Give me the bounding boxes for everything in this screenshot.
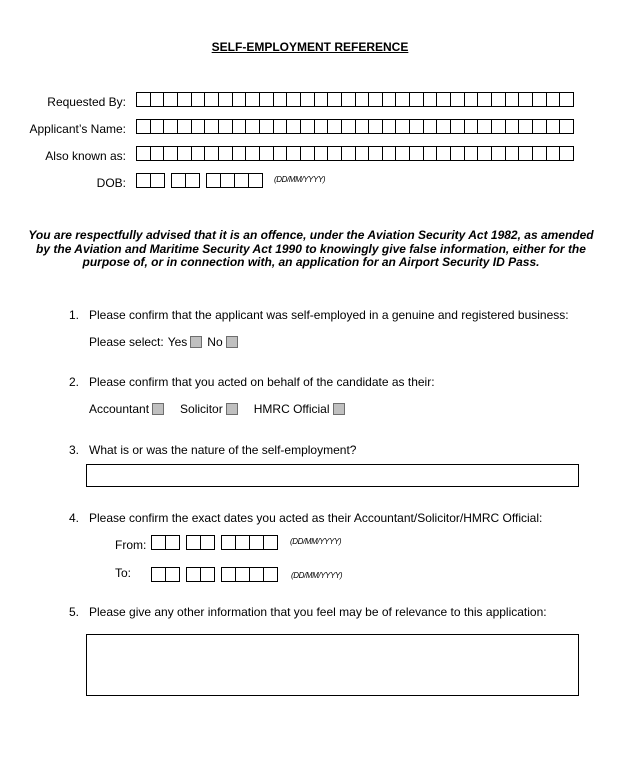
- from-month[interactable]: [186, 535, 215, 550]
- character-cell[interactable]: [395, 92, 409, 107]
- question-2-text: Please confirm that you acted on behalf of the candidate as their:: [89, 375, 435, 389]
- character-cell[interactable]: [450, 119, 464, 134]
- nature-of-employment-input[interactable]: [86, 464, 579, 487]
- character-cell[interactable]: [477, 146, 491, 161]
- character-cell[interactable]: [218, 119, 232, 134]
- character-cell[interactable]: [232, 119, 246, 134]
- character-cell[interactable]: [163, 119, 177, 134]
- question-2-number: 2.: [69, 375, 80, 389]
- character-cell[interactable]: [436, 119, 450, 134]
- requested-by-label: Requested By:: [47, 95, 126, 109]
- character-cell[interactable]: [186, 535, 200, 550]
- question-4-number: 4.: [69, 511, 80, 525]
- character-cell[interactable]: [204, 146, 218, 161]
- character-cell[interactable]: [355, 119, 369, 134]
- character-cell[interactable]: [382, 146, 396, 161]
- character-cell[interactable]: [150, 173, 165, 188]
- option-no-label: No: [207, 335, 223, 349]
- character-cell[interactable]: [546, 119, 560, 134]
- dob-year[interactable]: [206, 173, 263, 188]
- option-no[interactable]: [207, 335, 237, 349]
- character-cell[interactable]: [165, 535, 180, 550]
- character-cell[interactable]: [186, 567, 200, 582]
- character-cell[interactable]: [206, 173, 220, 188]
- from-year[interactable]: [221, 535, 278, 550]
- character-cell[interactable]: [477, 119, 491, 134]
- character-cell[interactable]: [273, 92, 287, 107]
- option-solicitor-label: Solicitor: [180, 402, 223, 416]
- character-cell[interactable]: [177, 119, 191, 134]
- character-cell[interactable]: [382, 92, 396, 107]
- character-cell[interactable]: [559, 146, 574, 161]
- character-cell[interactable]: [300, 92, 314, 107]
- to-day[interactable]: [151, 567, 180, 582]
- character-cell[interactable]: [235, 567, 249, 582]
- question-3-text: What is or was the nature of the self-employment?: [89, 443, 357, 457]
- character-cell[interactable]: [232, 146, 246, 161]
- character-cell[interactable]: [259, 92, 273, 107]
- character-cell[interactable]: [150, 146, 164, 161]
- character-cell[interactable]: [221, 567, 235, 582]
- character-cell[interactable]: [300, 146, 314, 161]
- character-cell[interactable]: [436, 146, 450, 161]
- character-cell[interactable]: [221, 535, 235, 550]
- character-cell[interactable]: [341, 92, 355, 107]
- character-cell[interactable]: [191, 92, 205, 107]
- to-format-hint: (DD/MM/YYYY): [291, 571, 343, 580]
- character-cell[interactable]: [218, 92, 232, 107]
- character-cell[interactable]: [546, 92, 560, 107]
- character-cell[interactable]: [518, 119, 532, 134]
- character-cell[interactable]: [136, 173, 150, 188]
- character-cell[interactable]: [235, 535, 249, 550]
- character-cell[interactable]: [355, 92, 369, 107]
- no-checkbox[interactable]: [226, 336, 238, 348]
- dob-format-hint: (DD/MM/YYYY): [274, 175, 326, 184]
- character-cell[interactable]: [327, 119, 341, 134]
- character-cell[interactable]: [234, 173, 248, 188]
- character-cell[interactable]: [518, 92, 532, 107]
- character-cell[interactable]: [314, 92, 328, 107]
- character-cell[interactable]: [532, 146, 546, 161]
- to-date-input[interactable]: [151, 567, 284, 582]
- from-date-input[interactable]: [151, 535, 284, 550]
- from-day[interactable]: [151, 535, 180, 550]
- character-cell[interactable]: [286, 119, 300, 134]
- character-cell[interactable]: [423, 92, 437, 107]
- character-cell[interactable]: [200, 567, 215, 582]
- character-cell[interactable]: [559, 119, 574, 134]
- character-cell[interactable]: [532, 119, 546, 134]
- applicant-name-label: Applicant’s Name:: [29, 122, 126, 136]
- character-cell[interactable]: [171, 173, 185, 188]
- character-cell[interactable]: [505, 92, 519, 107]
- page-title: SELF-EMPLOYMENT REFERENCE: [211, 40, 409, 54]
- applicant-name-input[interactable]: [136, 119, 574, 134]
- character-cell[interactable]: [491, 146, 505, 161]
- character-cell[interactable]: [423, 146, 437, 161]
- character-cell[interactable]: [341, 146, 355, 161]
- character-cell[interactable]: [204, 92, 218, 107]
- dob-day[interactable]: [136, 173, 165, 188]
- character-cell[interactable]: [314, 119, 328, 134]
- character-cell[interactable]: [423, 119, 437, 134]
- from-label: From:: [115, 538, 147, 552]
- character-cell[interactable]: [464, 92, 478, 107]
- character-cell[interactable]: [395, 119, 409, 134]
- option-hmrc-official-label: HMRC Official: [253, 402, 330, 416]
- character-cell[interactable]: [259, 146, 273, 161]
- character-cell[interactable]: [505, 146, 519, 161]
- character-cell[interactable]: [273, 146, 287, 161]
- question-5-number: 5.: [69, 605, 80, 619]
- to-year[interactable]: [221, 567, 278, 582]
- character-cell[interactable]: [327, 146, 341, 161]
- character-cell[interactable]: [248, 173, 263, 188]
- character-cell[interactable]: [491, 92, 505, 107]
- dob-label: DOB:: [96, 176, 126, 190]
- question-1-text: Please confirm that the applicant was self-employed in a genuine and registered business:: [89, 308, 569, 322]
- from-format-hint: (DD/MM/YYYY): [290, 537, 342, 546]
- character-cell[interactable]: [204, 119, 218, 134]
- character-cell[interactable]: [314, 146, 328, 161]
- character-cell[interactable]: [136, 119, 150, 134]
- character-cell[interactable]: [191, 146, 205, 161]
- character-cell[interactable]: [220, 173, 234, 188]
- character-cell[interactable]: [245, 92, 259, 107]
- character-cell[interactable]: [185, 173, 200, 188]
- also-known-as-input[interactable]: [136, 146, 574, 161]
- character-cell[interactable]: [249, 567, 263, 582]
- character-cell[interactable]: [177, 92, 191, 107]
- character-cell[interactable]: [232, 92, 246, 107]
- select-label: Please select:: [89, 335, 164, 349]
- question-1-number: 1.: [69, 308, 80, 322]
- character-cell[interactable]: [368, 146, 382, 161]
- character-cell[interactable]: [395, 146, 409, 161]
- character-cell[interactable]: [218, 146, 232, 161]
- option-yes[interactable]: [168, 335, 203, 349]
- character-cell[interactable]: [263, 567, 278, 582]
- dob-month[interactable]: [171, 173, 200, 188]
- character-cell[interactable]: [409, 92, 423, 107]
- character-cell[interactable]: [491, 119, 505, 134]
- question-4-text: Please confirm the exact dates you acted as their Accountant/Solicitor/HMRC Official:: [89, 511, 543, 525]
- character-cell[interactable]: [450, 92, 464, 107]
- character-cell[interactable]: [286, 146, 300, 161]
- hmrc-official-checkbox[interactable]: [333, 403, 345, 415]
- character-cell[interactable]: [263, 535, 278, 550]
- dob-input[interactable]: [136, 173, 269, 188]
- character-cell[interactable]: [464, 146, 478, 161]
- character-cell[interactable]: [136, 92, 150, 107]
- other-information-input[interactable]: [86, 634, 579, 696]
- character-cell[interactable]: [436, 92, 450, 107]
- character-cell[interactable]: [450, 146, 464, 161]
- character-cell[interactable]: [150, 92, 164, 107]
- character-cell[interactable]: [409, 146, 423, 161]
- character-cell[interactable]: [300, 119, 314, 134]
- option-solicitor[interactable]: [180, 402, 238, 416]
- character-cell[interactable]: [559, 92, 574, 107]
- character-cell[interactable]: [368, 92, 382, 107]
- option-hmrc-official[interactable]: [254, 402, 345, 416]
- character-cell[interactable]: [177, 146, 191, 161]
- character-cell[interactable]: [245, 119, 259, 134]
- question-3-number: 3.: [69, 443, 80, 457]
- character-cell[interactable]: [151, 535, 165, 550]
- character-cell[interactable]: [163, 92, 177, 107]
- character-cell[interactable]: [191, 119, 205, 134]
- question-5-text: Please give any other information that you feel may be of relevance to this application:: [89, 605, 547, 619]
- character-cell[interactable]: [150, 119, 164, 134]
- character-cell[interactable]: [355, 146, 369, 161]
- to-month[interactable]: [186, 567, 215, 582]
- character-cell[interactable]: [165, 567, 180, 582]
- character-cell[interactable]: [368, 119, 382, 134]
- character-cell[interactable]: [518, 146, 532, 161]
- character-cell[interactable]: [341, 119, 355, 134]
- character-cell[interactable]: [464, 119, 478, 134]
- also-known-as-label: Also known as:: [45, 149, 126, 163]
- character-cell[interactable]: [286, 92, 300, 107]
- character-cell[interactable]: [259, 119, 273, 134]
- solicitor-checkbox[interactable]: [226, 403, 238, 415]
- character-cell[interactable]: [249, 535, 263, 550]
- character-cell[interactable]: [505, 119, 519, 134]
- character-cell[interactable]: [163, 146, 177, 161]
- question-2-options: [89, 402, 345, 416]
- character-cell[interactable]: [532, 92, 546, 107]
- to-label: To:: [115, 566, 132, 580]
- question-1-options: [89, 335, 238, 349]
- character-cell[interactable]: [200, 535, 215, 550]
- character-cell[interactable]: [273, 119, 287, 134]
- character-cell[interactable]: [409, 119, 423, 134]
- legal-warning: You are respectfully advised that it is an offence, under the Aviation Security Act 1982, as amended by the Aviation and Maritime Security Act 1990 to knowingly give false information, either for the purpose of, or in connection with, an application for an Airport Security ID Pass.: [28, 228, 594, 269]
- character-cell[interactable]: [546, 146, 560, 161]
- accountant-checkbox[interactable]: [152, 403, 164, 415]
- requested-by-input[interactable]: [136, 92, 574, 107]
- option-accountant-label: Accountant: [89, 402, 150, 416]
- option-accountant[interactable]: [89, 402, 164, 416]
- character-cell[interactable]: [245, 146, 259, 161]
- character-cell[interactable]: [151, 567, 165, 582]
- character-cell[interactable]: [382, 119, 396, 134]
- character-cell[interactable]: [327, 92, 341, 107]
- option-yes-label: Yes: [167, 335, 188, 349]
- character-cell[interactable]: [136, 146, 150, 161]
- character-cell[interactable]: [477, 92, 491, 107]
- yes-checkbox[interactable]: [190, 336, 202, 348]
